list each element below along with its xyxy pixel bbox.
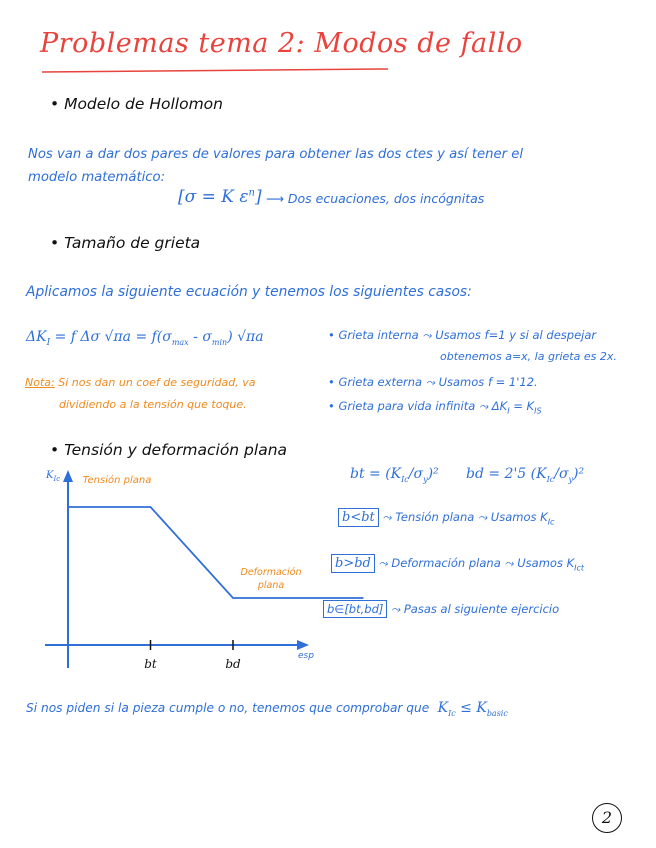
heading-hollomon-text: Modelo de Hollomon [64, 95, 223, 113]
chart-series-line [68, 507, 364, 598]
grieta-formula: $\Delta K_I = f$ Δσ $√\pi a = f(\sigma_{max} - \sigma_{min})$ √πa [26, 329, 264, 348]
rule-intermedio: b∈[bt,bd] ⤳ Pasas al siguiente ejercicio [323, 602, 559, 617]
page-title: Problemas tema 2: Modos de fallo [40, 28, 523, 59]
rule3-box: b∈[bt,bd] [323, 600, 387, 618]
rule1-box: b<bt [338, 508, 379, 527]
hollomon-line1: Nos van a dar dos pares de valores para obtener las dos ctes y así tener el [28, 147, 524, 162]
grieta-note-line2: dividiendo a la tensión que toque. [59, 398, 247, 411]
grieta-note-line1: Nota: Si nos dan un coef de seguridad, va [25, 376, 256, 389]
chart-region-label-deformation: Deformación plana [240, 567, 302, 591]
rule-deformacion-plana: b>bd ⤳ Deformación plana ⤳ Usamos $K_{Ict}$ [331, 556, 584, 572]
note-label: Nota: [25, 376, 55, 389]
x-tick-label-bt: bt [144, 657, 157, 671]
y-axis-arrowhead [63, 470, 73, 482]
heading-hollomon: • Modelo de Hollomon [50, 95, 223, 113]
grieta-intro: Aplicamos la siguiente ecuación y tenemos los siguientes casos: [26, 284, 472, 300]
hollomon-equation: [σ = K $\varepsilon^n$] [178, 187, 262, 207]
x-axis-arrowhead [297, 640, 309, 650]
grieta-case1-line2: obtenemos a=x, la grieta es 2x. [440, 350, 617, 363]
x-tick-label-bd: bd [225, 657, 241, 671]
grieta-case1-line1: • Grieta interna ⤳ Usamos f=1 y si al despejar [328, 328, 597, 342]
heading-grieta-text: Tamaño de grieta [64, 234, 201, 252]
heading-grieta: • Tamaño de grieta [50, 234, 201, 252]
final-inequality: $K_{Ic} \le K_{basic}$ [437, 700, 508, 718]
grieta-case2: • Grieta externa ⤳ Usamos f = 1'12. [328, 375, 538, 389]
grieta-case3: • Grieta para vida infinita ⤳ $\Delta K_I = K_{IS}$ [328, 399, 542, 416]
hollomon-equation-note: ⟶ Dos ecuaciones, dos incógnitas [266, 191, 485, 206]
final-text: Si nos piden si la pieza cumple o no, tenemos que comprobar que $K_{Ic} \le K_{basic}$ [26, 700, 508, 718]
rule2-box: b>bd [331, 554, 375, 573]
arrow-right-icon: ⟶ [266, 191, 288, 206]
heading-tension-text: Tensión y deformación plana [64, 441, 288, 459]
chart-region-label-tension: Tensión plana [82, 475, 152, 486]
rule-tension-plana: b<bt ⤳ Tensión plana ⤳ Usamos $K_{Ic}$ [338, 510, 554, 526]
bt-formula: bt = $(K_{Ic}/\sigma_y)^2$ [350, 466, 439, 484]
chart-xlabel: esp [298, 651, 314, 661]
page-number: 2 [592, 803, 622, 833]
heading-tension: • Tensión y deformación plana [50, 441, 288, 459]
hollomon-line2: modelo matemático: [28, 170, 166, 185]
chart-ylabel: $K_{Ic}$ [46, 470, 61, 483]
bd-formula: bd = 2'5 $(K_{Ic}/\sigma_y)^2$ [466, 466, 585, 484]
